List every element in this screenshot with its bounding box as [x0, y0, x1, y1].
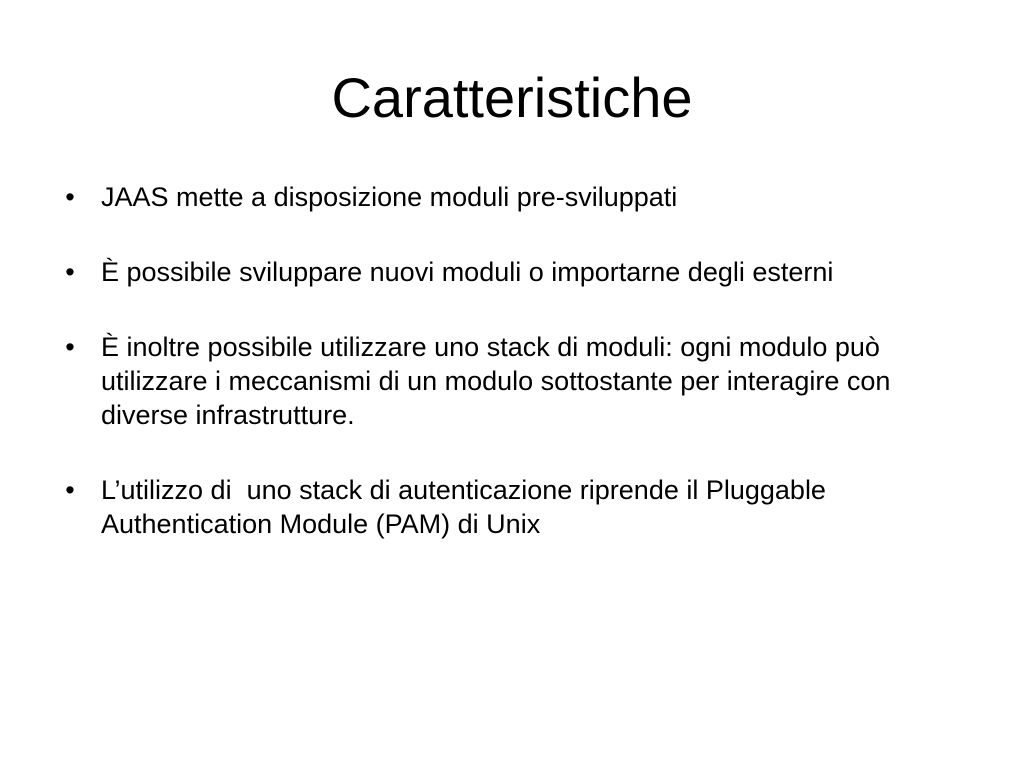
bullet-item: [60, 180, 960, 214]
bullet-text: JAAS mette a disposizione moduli pre-sviluppati: [101, 182, 678, 212]
bullet-dot-icon: •: [65, 475, 75, 505]
bullet-item: [60, 473, 960, 541]
bullet-dot-icon: •: [65, 332, 75, 362]
bullet-dot-icon: •: [65, 257, 75, 287]
slide-title: Caratteristiche: [331, 66, 693, 129]
bullet-list: [60, 180, 960, 582]
bullet-item: [60, 330, 960, 432]
bullet-text: È possibile sviluppare nuovi moduli o importarne degli esterni: [101, 257, 834, 287]
bullet-text: È inoltre possibile utilizzare uno stack di moduli: ogni modulo può utilizzare i meccanismi di un modulo sottostante per interagire con diverse infrastrutture.: [101, 332, 898, 430]
bullet-text: L’utilizzo di uno stack di autenticazione riprende il Pluggable Authentication Module (PAM) di Unix: [101, 475, 832, 539]
bullet-dot-icon: •: [65, 182, 75, 212]
bullet-item: [60, 255, 960, 289]
